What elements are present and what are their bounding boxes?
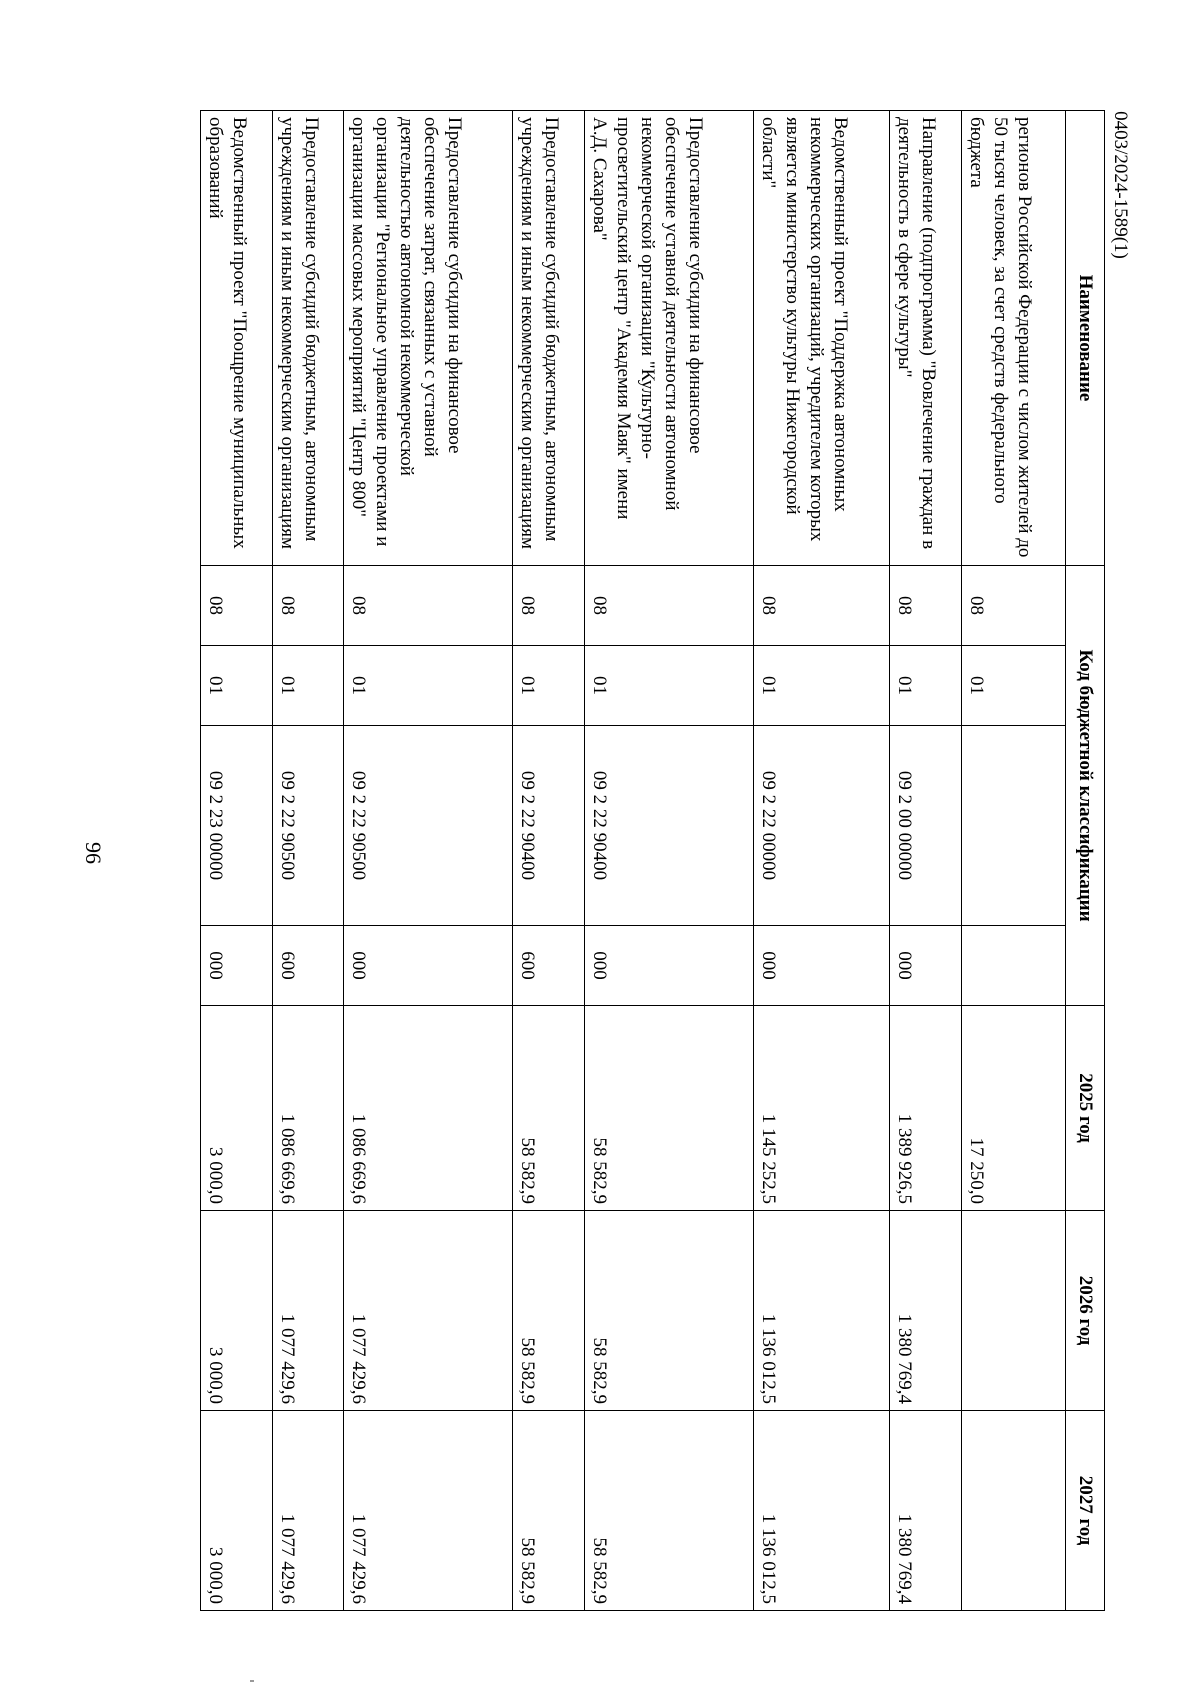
row-value-2025: 1 145 252,5 <box>753 1006 890 1211</box>
row-name: Предоставление субсидий бюджетным, автономным учреждениям и иным некоммерческим организациям <box>513 111 585 566</box>
row-code-target: 09 2 22 90400 <box>584 726 753 926</box>
table-row <box>201 111 273 1611</box>
row-value-2027: 58 582,9 <box>584 1411 753 1611</box>
row-value-2026 <box>961 1211 1065 1411</box>
header-2026: 2026 год <box>1066 1211 1105 1411</box>
row-code-subsection: 01 <box>961 646 1065 726</box>
row-code-subsection: 01 <box>513 646 585 726</box>
row-value-2026: 58 582,9 <box>513 1211 585 1411</box>
row-name: Ведомственный проект "Поощрение муниципальных образований <box>201 111 273 566</box>
row-code-type: 600 <box>272 926 344 1006</box>
row-code-subsection: 01 <box>201 646 273 726</box>
row-code-target: 09 2 23 00000 <box>201 726 273 926</box>
row-code-section: 08 <box>513 566 585 646</box>
header-code: Код бюджетной классификации <box>1066 566 1105 1006</box>
row-code-type: 000 <box>584 926 753 1006</box>
row-value-2027: 1 380 769,4 <box>890 1411 962 1611</box>
table-row <box>513 111 585 1611</box>
row-value-2025: 17 250,0 <box>961 1006 1065 1211</box>
row-code-target: 09 2 22 00000 <box>753 726 890 926</box>
row-code-subsection: 01 <box>753 646 890 726</box>
row-code-target: 09 2 22 90500 <box>344 726 513 926</box>
row-value-2026: 1 136 012,5 <box>753 1211 890 1411</box>
row-code-section: 08 <box>201 566 273 646</box>
row-code-target <box>961 726 1065 926</box>
table-row <box>961 111 1065 1611</box>
row-code-subsection: 01 <box>272 646 344 726</box>
row-value-2027: 3 000,0 <box>201 1411 273 1611</box>
table-header-row <box>1066 111 1105 1611</box>
row-code-section: 08 <box>890 566 962 646</box>
row-code-target: 09 2 22 90400 <box>513 726 585 926</box>
row-code-section: 08 <box>344 566 513 646</box>
row-value-2027: 1 077 429,6 <box>344 1411 513 1611</box>
page-number: 96 <box>81 842 106 864</box>
budget-table <box>200 110 1105 1611</box>
table-row <box>890 111 962 1611</box>
row-code-type: 000 <box>890 926 962 1006</box>
row-value-2025: 58 582,9 <box>584 1006 753 1211</box>
row-code-type: 600 <box>513 926 585 1006</box>
row-code-subsection: 01 <box>344 646 513 726</box>
row-code-type: 000 <box>753 926 890 1006</box>
row-code-section: 08 <box>753 566 890 646</box>
header-name: Наименование <box>1066 111 1105 566</box>
row-value-2027: 1 136 012,5 <box>753 1411 890 1611</box>
row-value-2025: 1 086 669,6 <box>344 1006 513 1211</box>
row-code-type <box>961 926 1065 1006</box>
row-value-2027: 58 582,9 <box>513 1411 585 1611</box>
row-name: Направление (подпрограмма) "Вовлечение граждан в деятельность в сфере культуры" <box>890 111 962 566</box>
row-code-target: 09 2 22 90500 <box>272 726 344 926</box>
document-code-text: 0403/2024-1589(1) <box>1110 111 1131 259</box>
row-value-2027: 1 077 429,6 <box>272 1411 344 1611</box>
row-name: Ведомственный проект "Поддержка автономных некоммерческих организаций, учредителем которых является министерство культуры Нижегородской области" <box>753 111 890 566</box>
row-code-type: 000 <box>344 926 513 1006</box>
row-name: Предоставление субсидий бюджетным, автономным учреждениям и иным некоммерческим организациям <box>272 111 344 566</box>
row-value-2025: 1 389 926,5 <box>890 1006 962 1211</box>
header-2025: 2025 год <box>1066 1006 1105 1211</box>
row-code-section: 08 <box>272 566 344 646</box>
row-value-2026: 1 077 429,6 <box>272 1211 344 1411</box>
row-code-section: 08 <box>961 566 1065 646</box>
row-value-2025: 58 582,9 <box>513 1006 585 1211</box>
table-row <box>753 111 890 1611</box>
scan-speck <box>250 1680 254 1682</box>
table-row <box>344 111 513 1611</box>
row-code-type: 000 <box>201 926 273 1006</box>
header-2027: 2027 год <box>1066 1411 1105 1611</box>
row-value-2025: 3 000,0 <box>201 1006 273 1211</box>
row-value-2026: 1 077 429,6 <box>344 1211 513 1411</box>
row-name: Предоставление субсидии на финансовое обеспечение уставной деятельности автономной некоммерческой организации "Культурно-просветительский центр "Академия Маяк" имени А.Д. Сахарова" <box>584 111 753 566</box>
row-value-2025: 1 086 669,6 <box>272 1006 344 1211</box>
table-row <box>584 111 753 1611</box>
row-value-2026: 3 000,0 <box>201 1211 273 1411</box>
row-code-target: 09 2 00 00000 <box>890 726 962 926</box>
row-code-subsection: 01 <box>890 646 962 726</box>
rotated-table-wrapper <box>195 110 1105 1610</box>
row-value-2026: 1 380 769,4 <box>890 1211 962 1411</box>
row-value-2027 <box>961 1411 1065 1611</box>
row-value-2026: 58 582,9 <box>584 1211 753 1411</box>
row-code-section: 08 <box>584 566 753 646</box>
table-row <box>272 111 344 1611</box>
row-name: регионов Российской Федерации с числом жителей до 50 тысяч человек, за счет средств федерального бюджета <box>961 111 1065 566</box>
row-name: Предоставление субсидии на финансовое обеспечение затрат, связанных с уставной деятельностью автономной некоммерческой организации "Региональное управление проектами и организации массовых мероприятий "Центр 800" <box>344 111 513 566</box>
row-code-subsection: 01 <box>584 646 753 726</box>
